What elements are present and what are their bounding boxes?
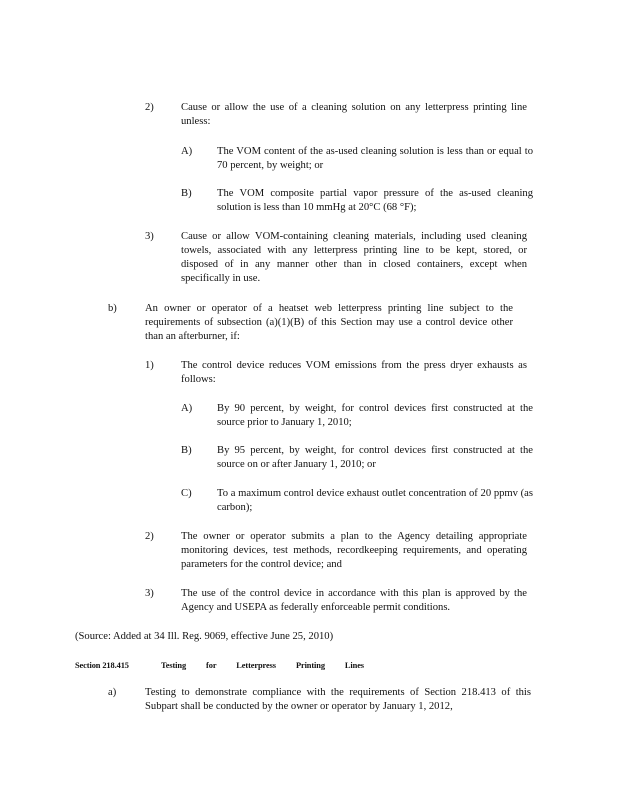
section-title: Testing for Letterpress Printing Lines [161,661,364,670]
section-heading [75,660,364,672]
item-b2-label: 2) [145,531,154,542]
section-number: Section 218.415 [75,661,129,670]
item-b1A-label: A) [181,403,193,414]
item-b1-label: 1) [145,360,154,371]
item-2A-text: The VOM content of the as-used cleaning solution is less than or equal to 70 percent, by weight; or [217,146,533,171]
item-b1B-label: B) [181,445,192,456]
item-b3-label: 3) [145,588,154,599]
item-b1A-text: By 90 percent, by weight, for control devices first constructed at the source prior to January 1, 2010; [217,403,533,428]
item-b3-text: The use of the control device in accordance with this plan is approved by the Agency and USEPA as federally enforceable permit conditions. [181,588,527,613]
item-b1B-text: By 95 percent, by weight, for control devices first constructed at the source on or after January 1, 2010; or [217,445,533,470]
item-a-label: a) [108,687,117,698]
item-3-text: Cause or allow VOM-containing cleaning materials, including used cleaning towels, associated with any letterpress printing line to be kept, stored, or disposed of in any manner other than in closed containers, except when specifically in use. [181,231,527,284]
item-2B-label: B) [181,188,192,199]
item-b2-text: The owner or operator submits a plan to the Agency detailing appropriate monitoring devices, test methods, recordkeeping requirements, and operating parameters for the control device; and [181,531,527,570]
item-b1C-text: To a maximum control device exhaust outlet concentration of 20 ppmv (as carbon); [217,488,533,513]
item-2A-label: A) [181,146,193,157]
item-b-label: b) [108,303,117,314]
item-b-text: An owner or operator of a heatset web letterpress printing line subject to the requirements of subsection (a)(1)(B) of this Section may use a control device other than an afterburner, if: [145,303,513,342]
item-2-label: 2) [145,102,154,113]
item-2B-text: The VOM composite partial vapor pressure of the as-used cleaning solution is less than 10 mmHg at 20°C (68 °F); [217,188,533,213]
source-note: (Source: Added at 34 Ill. Reg. 9069, effective June 25, 2010) [75,631,334,642]
item-3-label: 3) [145,231,154,242]
item-b1C-label: C) [181,488,192,499]
item-b1-text: The control device reduces VOM emissions from the press dryer exhausts as follows: [181,360,527,385]
item-2-text: Cause or allow the use of a cleaning solution on any letterpress printing line unless: [181,102,527,127]
item-a-text: Testing to demonstrate compliance with the requirements of Section 218.413 of this Subpart shall be conducted by the owner or operator by January 1, 2012, [145,687,531,712]
